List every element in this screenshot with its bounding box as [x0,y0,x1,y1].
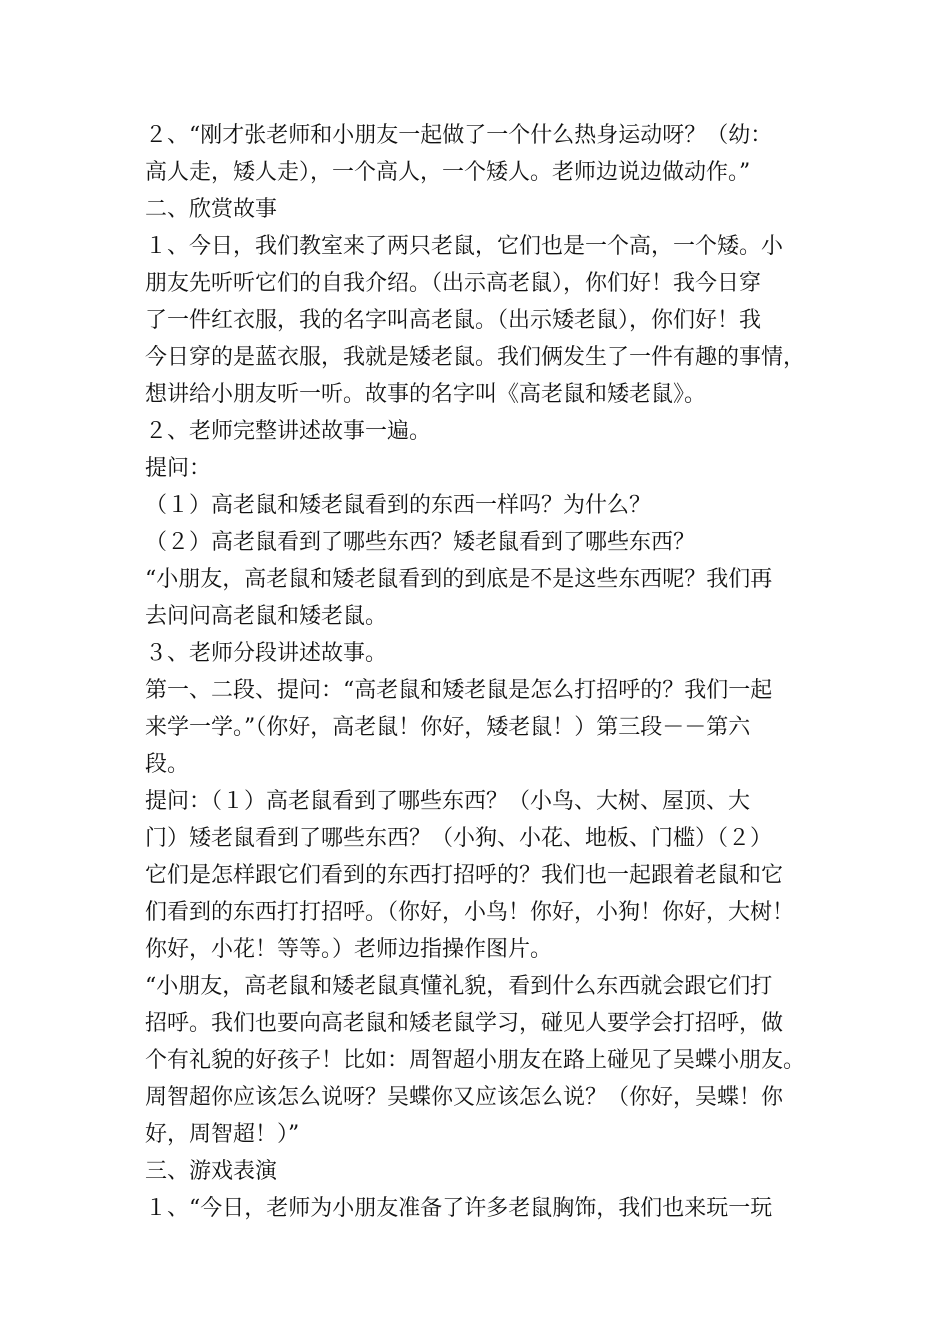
text-line: （１）高老鼠和矮老鼠看到的东西一样吗？为什么？ [145,493,652,518]
text-line: 提问：（１）高老鼠看到了哪些东西？（小鸟、大树、屋顶、大 [145,789,751,814]
text-line: 个有礼貌的好孩子！比如：周智超小朋友在路上碰见了吴蝶小朋友。 [145,1048,806,1073]
section-heading: 二、欣赏故事 [145,197,278,222]
text-line: 它们是怎样跟它们看到的东西打招呼的？我们也一起跟着老鼠和它 [145,863,784,888]
text-line: 周智超你应该怎么说呀？吴蝶你又应该怎么说？（你好，吴蝶！你 [145,1085,784,1110]
text-line: “小朋友，高老鼠和矮老鼠真懂礼貌，看到什么东西就会跟它们打 [145,974,773,999]
text-line: １、“今日，老师为小朋友准备了许多老鼠胸饰，我们也来玩一玩 [145,1196,773,1221]
text-line: 第一、二段、提问：“高老鼠和矮老鼠是怎么打招呼的？我们一起 [145,678,773,703]
text-line: ３、老师分段讲述故事。 [145,641,388,666]
text-line: 了一件红衣服，我的名字叫高老鼠。（出示矮老鼠），你们好！我 [145,308,762,333]
section-heading: 三、游戏表演 [145,1159,278,1184]
text-line: 提问： [145,456,212,481]
text-line: ２、老师完整讲述故事一遍。 [145,419,432,444]
text-line: “小朋友，高老鼠和矮老鼠看到的到底是不是这些东西呢？我们再 [145,567,773,592]
text-line: 招呼。我们也要向高老鼠和矮老鼠学习，碰见人要学会打招呼，做 [145,1011,784,1036]
text-line: （２）高老鼠看到了哪些东西？矮老鼠看到了哪些东西？ [145,530,696,555]
text-line: 想讲给小朋友听一听。故事的名字叫《高老鼠和矮老鼠》。 [145,382,707,407]
text-line: 来学一学。”（你好，高老鼠！你好，矮老鼠！）第三段－－第六 [145,715,751,740]
document-body [145,117,845,1227]
text-line: 好，周智超！）” [145,1122,300,1147]
text-line: 门）矮老鼠看到了哪些东西？（小狗、小花、地板、门槛）（２） [145,826,773,851]
text-line: ２、“刚才张老师和小朋友一起做了一个什么热身运动呀？（幼： [145,123,773,148]
text-line: 你好，小花！等等。）老师边指操作图片。 [145,937,553,962]
text-line: 们看到的东西打打招呼。（你好，小鸟！你好，小狗！你好，大树！ [145,900,795,925]
text-line: 朋友先听听它们的自我介绍。（出示高老鼠），你们好！我今日穿 [145,271,762,296]
text-line: 高人走，矮人走），一个高人，一个矮人。老师边说边做动作。” [145,160,751,185]
text-line: 段。 [145,752,190,777]
text-line: 去问问高老鼠和矮老鼠。 [145,604,388,629]
text-line: １、今日，我们教室来了两只老鼠，它们也是一个高，一个矮。小 [145,234,784,259]
text-line: 今日穿的是蓝衣服，我就是矮老鼠。我们俩发生了一件有趣的事情， [145,345,806,370]
